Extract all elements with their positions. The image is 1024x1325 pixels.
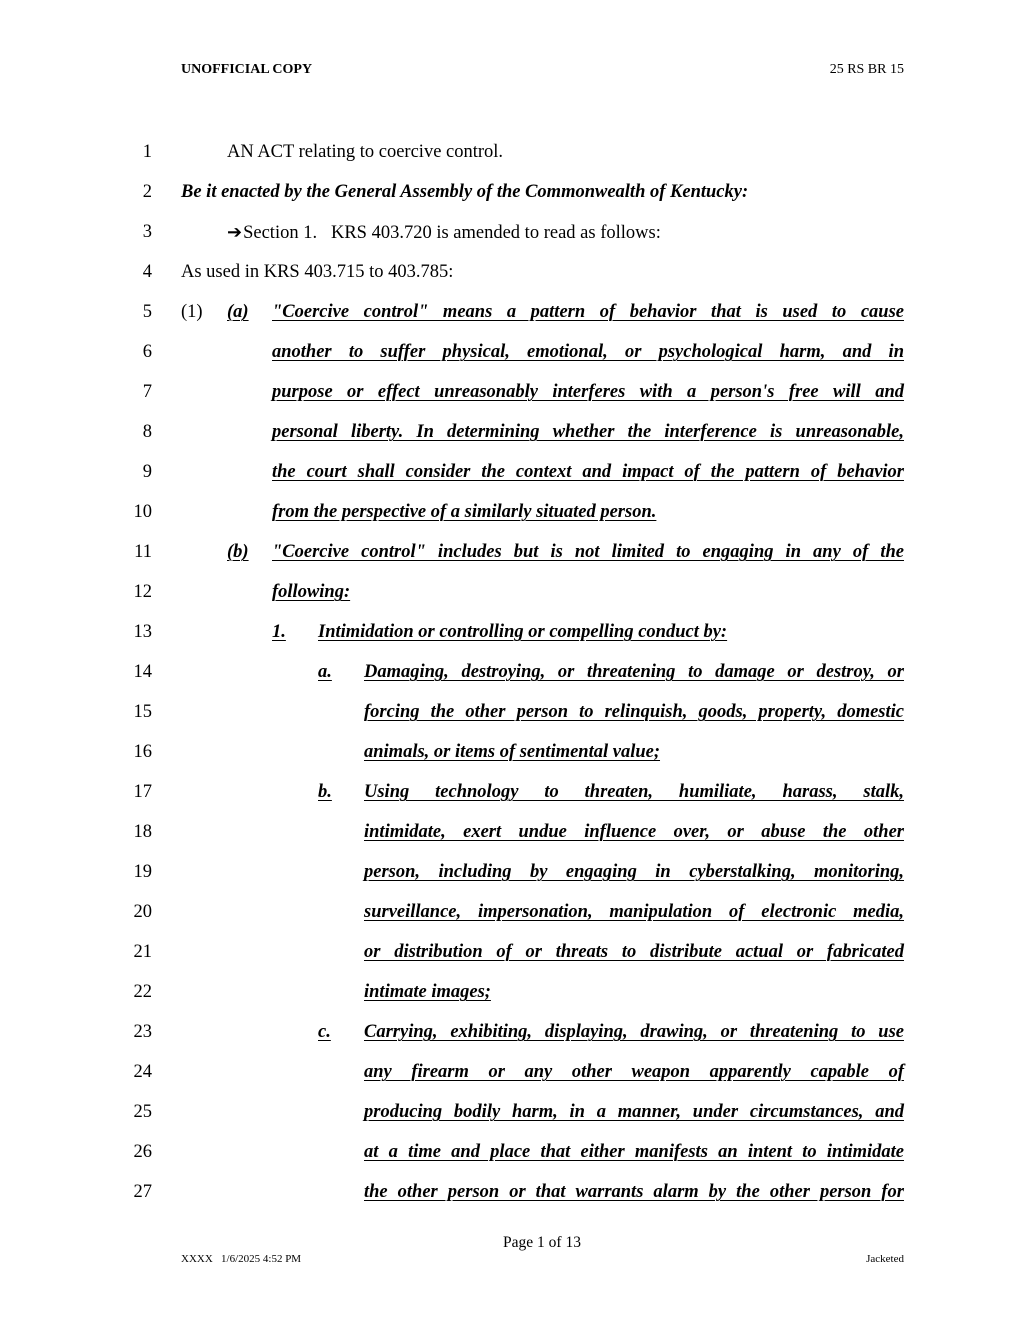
line-14 [0, 661, 1024, 701]
line-number: 24 [133, 1062, 152, 1082]
line-24 [0, 1061, 1024, 1101]
line-11 [0, 541, 1024, 581]
line-number: 11 [134, 542, 152, 562]
statute-text: personal liberty. In determining whether the interference is unreasonable, [272, 422, 904, 442]
header-left: UNOFFICIAL COPY [181, 62, 313, 77]
line-25 [0, 1101, 1024, 1141]
line-number: 14 [133, 662, 152, 682]
statute-text: Using technology to threaten, humiliate, harass, stalk, [364, 782, 904, 802]
statute-text: surveillance, impersonation, manipulation of electronic media, [364, 902, 904, 922]
statute-text: another to suffer physical, emotional, or psychological harm, and in [272, 342, 904, 362]
line-number: 5 [142, 302, 152, 322]
section-heading: Section 1. KRS 403.720 is amended to read as follows: [243, 223, 661, 243]
statute-text: the other person or that warrants alarm by the other person for [364, 1182, 904, 1202]
line-19 [0, 861, 1024, 901]
footer-right: Jacketed [866, 1253, 904, 1265]
subparagraph-label: 1. [272, 622, 286, 642]
line-number: 1 [142, 142, 152, 162]
line-number: 23 [133, 1022, 152, 1042]
subsection-number: (1) [181, 302, 203, 322]
statute-text: the court shall consider the context and impact of the pattern of behavior [272, 462, 904, 482]
line-20 [0, 901, 1024, 941]
line-number: 6 [142, 342, 152, 362]
line-number: 18 [133, 822, 152, 842]
statute-text: Intimidation or controlling or compelling conduct by: [318, 622, 728, 642]
line-number: 3 [142, 222, 152, 242]
statute-text: forcing the other person to relinquish, goods, property, domestic [364, 702, 904, 722]
line-number: 8 [142, 422, 152, 442]
line-8 [0, 421, 1024, 461]
line-number: 9 [142, 462, 152, 482]
footer-left: XXXX 1/6/2025 4:52 PM [181, 1253, 302, 1265]
line-13 [0, 621, 1024, 661]
line-number: 17 [133, 782, 152, 802]
line-18 [0, 821, 1024, 861]
line-number: 21 [133, 942, 152, 962]
statute-text: Damaging, destroying, or threatening to damage or destroy, or [364, 662, 904, 682]
line-number: 12 [133, 582, 152, 602]
arrow-right-icon: ➔ [227, 222, 243, 242]
line-12 [0, 581, 1024, 621]
paragraph-label: (b) [227, 542, 249, 562]
line-17 [0, 781, 1024, 821]
statute-text: or distribution of or threats to distribute actual or fabricated [364, 942, 904, 962]
header-right: 25 RS BR 15 [829, 62, 904, 77]
clause-label: c. [318, 1022, 331, 1042]
line-number: 10 [133, 502, 152, 522]
act-title: AN ACT relating to coercive control. [227, 142, 504, 162]
statute-text: intimidate, exert undue influence over, or abuse the other [364, 822, 904, 842]
line-3 [0, 221, 1024, 261]
line-number: 27 [133, 1182, 152, 1202]
statute-text: "Coercive control" includes but is not limited to engaging in any of the [272, 542, 904, 562]
statute-text: animals, or items of sentimental value; [364, 742, 661, 762]
line-number: 25 [133, 1102, 152, 1122]
line-number: 7 [142, 382, 152, 402]
definitions-intro: As used in KRS 403.715 to 403.785: [181, 262, 454, 282]
line-2 [0, 181, 1024, 221]
paragraph-label: (a) [227, 302, 249, 322]
clause-label: b. [318, 782, 332, 802]
statute-text: "Coercive control" means a pattern of behavior that is used to cause [272, 302, 904, 322]
line-22 [0, 981, 1024, 1021]
line-number: 22 [133, 982, 152, 1002]
statute-text: from the perspective of a similarly situated person. [272, 502, 657, 522]
line-9 [0, 461, 1024, 501]
line-number: 16 [133, 742, 152, 762]
line-number: 2 [142, 182, 152, 202]
line-4 [0, 261, 1024, 301]
line-5 [0, 301, 1024, 341]
statute-text: at a time and place that either manifests an intent to intimidate [364, 1142, 904, 1162]
line-10 [0, 501, 1024, 541]
line-7 [0, 381, 1024, 421]
statute-text: producing bodily harm, in a manner, under circumstances, and [364, 1102, 904, 1122]
line-23 [0, 1021, 1024, 1061]
enacting-clause: Be it enacted by the General Assembly of the Commonwealth of Kentucky: [181, 182, 749, 202]
line-15 [0, 701, 1024, 741]
clause-label: a. [318, 662, 332, 682]
line-21 [0, 941, 1024, 981]
line-26 [0, 1141, 1024, 1181]
line-16 [0, 741, 1024, 781]
line-number: 26 [133, 1142, 152, 1162]
line-27 [0, 1181, 1024, 1221]
line-number: 19 [133, 862, 152, 882]
statute-text: any firearm or any other weapon apparently capable of [364, 1062, 904, 1082]
line-6 [0, 341, 1024, 381]
page-number: Page 1 of 13 [503, 1234, 581, 1251]
statute-text: person, including by engaging in cyberstalking, monitoring, [364, 862, 904, 882]
statute-text: intimate images; [364, 982, 491, 1002]
line-number: 20 [133, 902, 152, 922]
statute-text: following: [272, 582, 351, 602]
line-number: 13 [133, 622, 152, 642]
statute-text: Carrying, exhibiting, displaying, drawing, or threatening to use [364, 1022, 904, 1042]
line-1 [0, 141, 1024, 181]
line-number: 4 [142, 262, 152, 282]
line-number: 15 [133, 702, 152, 722]
statute-text: purpose or effect unreasonably interferes with a person's free will and [272, 382, 904, 402]
